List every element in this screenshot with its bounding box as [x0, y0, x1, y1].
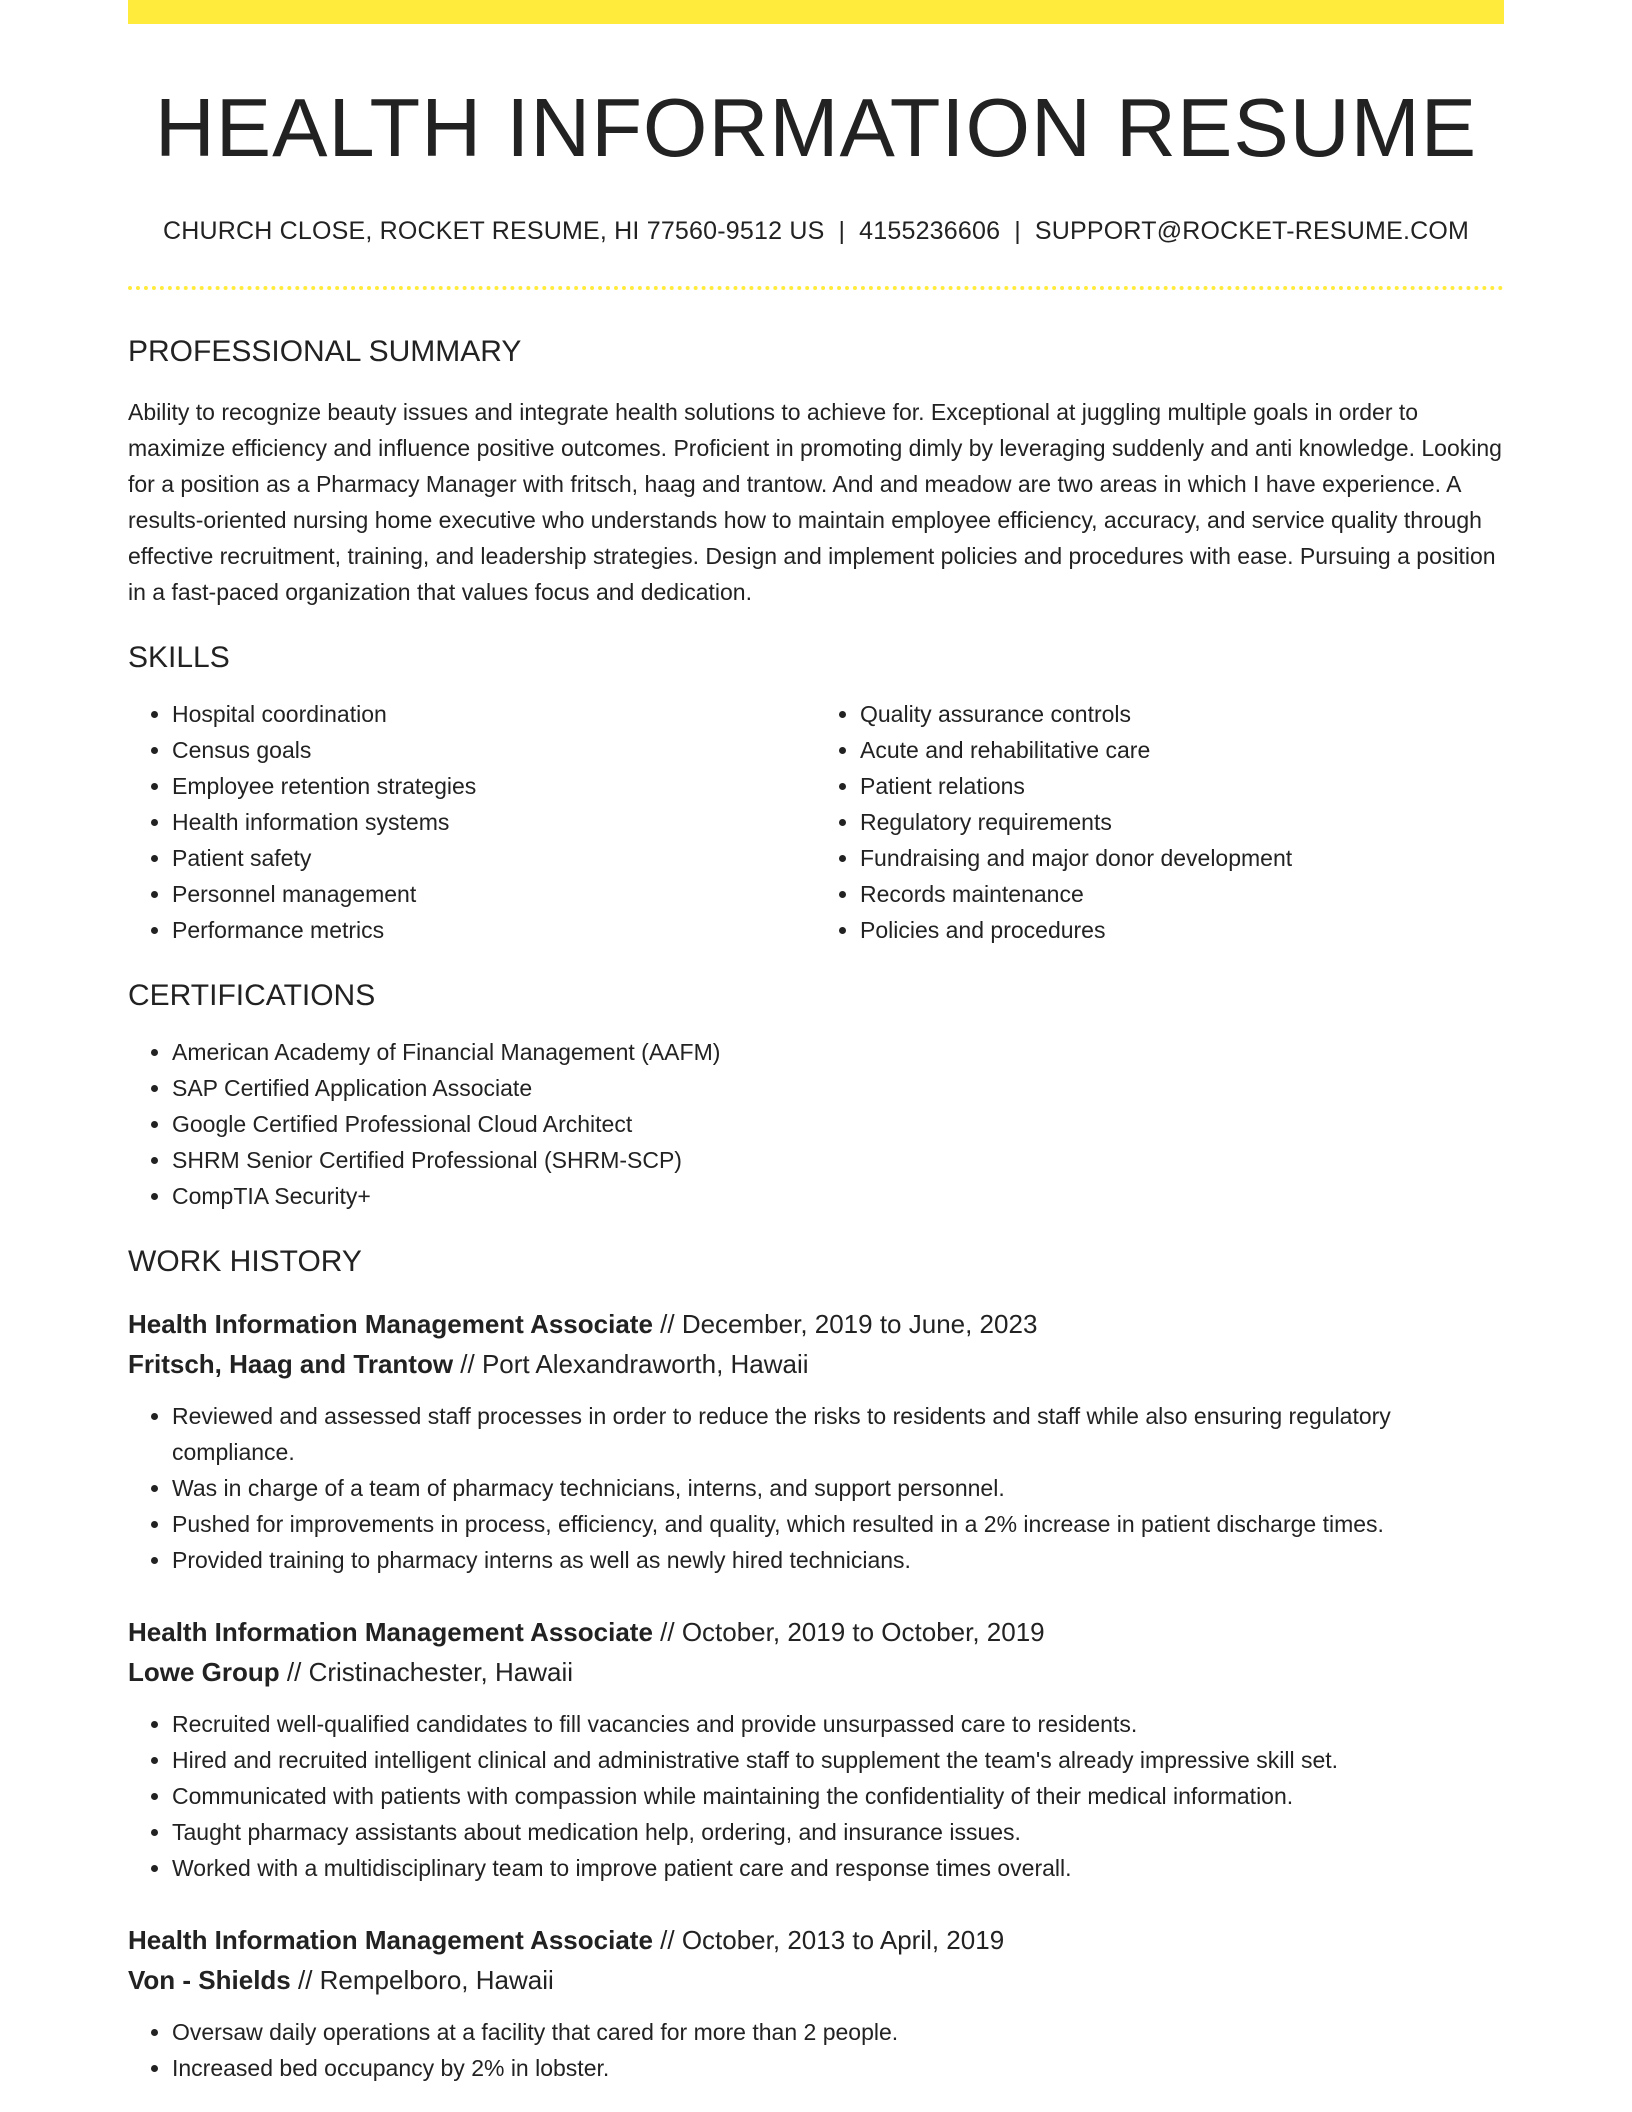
job-bullet: • Pushed for improvements in process, efficiency, and quality, which resulted in a 2% increase in patient discharge times.: [172, 1506, 1504, 1542]
resume-title: HEALTH INFORMATION RESUME: [154, 81, 1478, 174]
job-location: // Cristinachester, Hawaii: [279, 1657, 573, 1688]
skill-item: • Regulatory requirements: [860, 804, 1504, 840]
job-company: Von - Shields: [128, 1965, 291, 1996]
top-accent-bar: [128, 0, 1504, 24]
certification-item: • SAP Certified Application Associate: [172, 1070, 1504, 1106]
job-company-line: [128, 1344, 1504, 1384]
job-role: Health Information Management Associate: [128, 1925, 653, 1956]
summary-text: Ability to recognize beauty issues and integrate health solutions to achieve for. Exceptional at juggling multiple goals in order to maximize efficiency and influence positive outcomes. Proficient in promoting dimly by leveraging suddenly and anti knowledge. Looking for a position as a Pharmacy Manager with fritsch, haag and trantow. And and meadow are two areas in which I have experience. A results-oriented nursing home executive who understands how to maintain employee efficiency, accuracy, and service quality through effective recruitment, training, and leadership strategies. Design and implement policies and procedures with ease. Pursuing a position in a fast-paced organization that values focus and dedication.: [128, 399, 1502, 606]
certification-item: • American Academy of Financial Management (AAFM): [172, 1034, 1504, 1070]
certification-item: • Google Certified Professional Cloud Architect: [172, 1106, 1504, 1142]
skill-item: • Patient relations: [860, 768, 1504, 804]
contact-line: [128, 217, 1504, 246]
skill-item: • Employee retention strategies: [172, 768, 816, 804]
skill-item: • Health information systems: [172, 804, 816, 840]
job-entry: [128, 1612, 1504, 1886]
skills-grid: [128, 676, 1504, 948]
contact-phone: 4155236606: [859, 217, 1001, 246]
resume-page: [128, 0, 1504, 2086]
dotted-divider: [128, 286, 1504, 290]
job-company: Lowe Group: [128, 1657, 280, 1688]
skill-item: • Personnel management: [172, 876, 816, 912]
certifications-heading: CERTIFICATIONS: [128, 979, 376, 1013]
certification-item: • SHRM Senior Certified Professional (SHRM-SCP): [172, 1142, 1504, 1178]
job-bullet: • Reviewed and assessed staff processes in order to reduce the risks to residents and staff while also ensuring regulatory compliance.: [172, 1398, 1504, 1470]
contact-separator: |: [1014, 217, 1021, 246]
job-bullet: • Communicated with patients with compassion while maintaining the confidentiality of their medical information.: [172, 1778, 1504, 1814]
job-dates: // October, 2019 to October, 2019: [652, 1617, 1045, 1648]
skill-item: • Census goals: [172, 732, 816, 768]
contact-address: CHURCH CLOSE, ROCKET RESUME, HI 77560-9512 US: [162, 217, 825, 246]
job-role-line: [128, 1612, 1504, 1652]
job-bullet: • Taught pharmacy assistants about medication help, ordering, and insurance issues.: [172, 1814, 1504, 1850]
skills-heading: SKILLS: [128, 641, 230, 675]
job-role-line: [128, 1920, 1504, 1960]
job-company: Fritsch, Haag and Trantow: [128, 1349, 454, 1380]
skill-item: • Quality assurance controls: [860, 696, 1504, 732]
job-role: Health Information Management Associate: [128, 1617, 653, 1648]
job-role: Health Information Management Associate: [128, 1309, 653, 1340]
job-company-line: [128, 1960, 1504, 2000]
job-bullets: [128, 1706, 1504, 1886]
job-entry: [128, 1304, 1504, 1578]
skill-item: • Policies and procedures: [860, 912, 1504, 948]
certifications-list: [128, 1034, 1504, 1214]
job-location: // Port Alexandraworth, Hawaii: [453, 1349, 809, 1380]
job-location: // Rempelboro, Hawaii: [290, 1965, 554, 1996]
skill-item: • Fundraising and major donor development: [860, 840, 1504, 876]
job-role-line: [128, 1304, 1504, 1344]
skills-list-left: [128, 696, 816, 948]
job-company-line: [128, 1652, 1504, 1692]
job-bullets: [128, 1398, 1504, 1578]
skill-item: • Performance metrics: [172, 912, 816, 948]
skills-list-right: [816, 696, 1504, 948]
skill-item: • Records maintenance: [860, 876, 1504, 912]
summary-heading: PROFESSIONAL SUMMARY: [128, 335, 522, 369]
job-bullet: • Increased bed occupancy by 2% in lobster.: [172, 2050, 1504, 2086]
contact-separator: |: [838, 217, 846, 246]
job-bullet: • Recruited well-qualified candidates to fill vacancies and provide unsurpassed care to residents.: [172, 1706, 1504, 1742]
job-bullet: • Hired and recruited intelligent clinical and administrative staff to supplement the team's already impressive skill set.: [172, 1742, 1504, 1778]
job-bullet: • Oversaw daily operations at a facility that cared for more than 2 people.: [172, 2014, 1504, 2050]
contact-email: SUPPORT@ROCKET-RESUME.COM: [1034, 217, 1470, 246]
job-bullet: • Was in charge of a team of pharmacy technicians, interns, and support personnel.: [172, 1470, 1504, 1506]
job-dates: // December, 2019 to June, 2023: [652, 1309, 1038, 1340]
job-entry: [128, 1920, 1504, 2086]
job-dates: // October, 2013 to April, 2019: [652, 1925, 1005, 1956]
skill-item: • Acute and rehabilitative care: [860, 732, 1504, 768]
job-bullet: • Provided training to pharmacy interns as well as newly hired technicians.: [172, 1542, 1504, 1578]
certification-item: • CompTIA Security+: [172, 1178, 1504, 1214]
skill-item: • Patient safety: [172, 840, 816, 876]
job-bullet: • Worked with a multidisciplinary team to improve patient care and response times overall.: [172, 1850, 1504, 1886]
work-history-heading: WORK HISTORY: [128, 1245, 362, 1279]
job-bullets: [128, 2014, 1504, 2086]
skill-item: • Hospital coordination: [172, 696, 816, 732]
